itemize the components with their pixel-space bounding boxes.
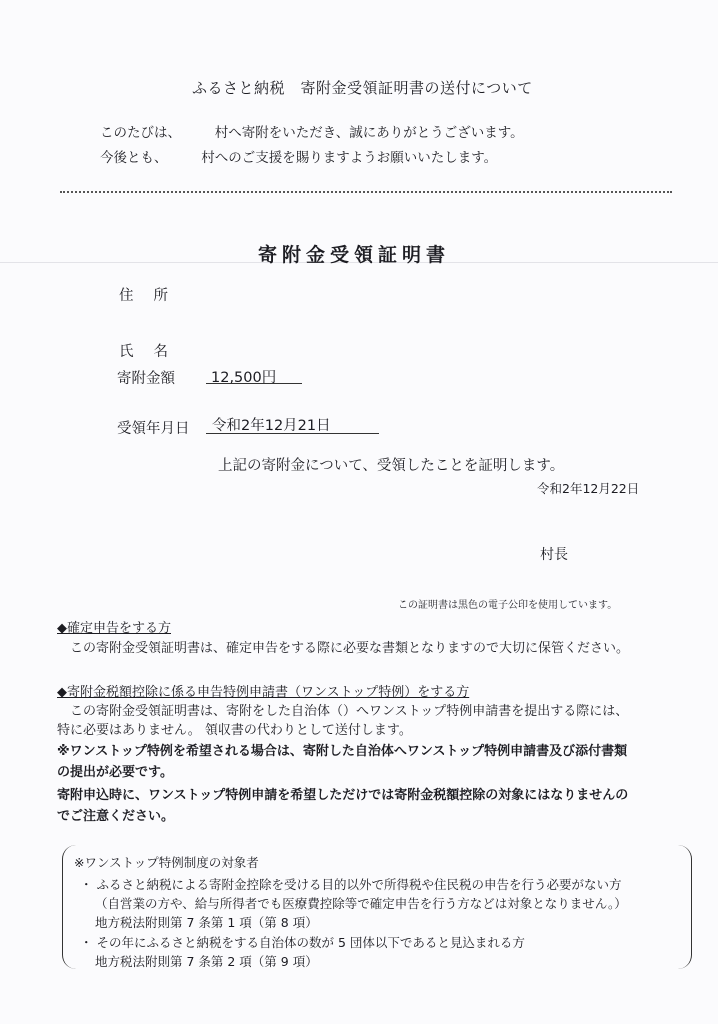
name-label: 氏名 <box>119 344 188 360</box>
certify-statement: 上記の寄附金について、受領したことを証明します。 <box>218 458 565 474</box>
warning-line3: 寄附申込時に、ワンストップ特例申請を希望しただけでは寄附金税額控除の対象にはなりませんの <box>57 788 629 803</box>
dotted-separator <box>60 191 672 193</box>
date-underline <box>206 433 379 434</box>
eligibility-bullet1: ・ ふるさと納税による寄附金控除を受ける目的以外で所得税や住民税の申告を行う必要がない方 <box>80 877 622 892</box>
greeting-line-2: 今後とも、 村へのご支援を賜りますようお願いいたします。 <box>100 150 498 166</box>
section2-body-line1: この寄附金受領証明書は、寄附をした自治体（）へワンストップ特例申請書を提出する際には、 <box>70 704 629 719</box>
warning-line1: ※ワンストップ特例を希望される場合は、寄附した自治体へワンストップ特例申請書及び添付書類 <box>57 744 628 759</box>
date-value: 令和2年12月21日 <box>212 418 331 434</box>
issue-date: 令和2年12月22日 <box>537 481 640 496</box>
seal-note: この証明書は黒色の電子公印を使用しています。 <box>398 600 618 611</box>
eligibility-bullet1-note: （自営業の方や、給与所得者でも医療費控除等で確定申告を行う方などは対象となりません。） <box>95 896 627 911</box>
certificate-title: 寄附金受領証明書 <box>258 244 451 266</box>
eligibility-bullet2-law: 地方税法附則第 7 条第 2 項（第 9 項） <box>95 954 318 969</box>
eligibility-bullet2: ・ その年にふるさと納税をする自治体の数が 5 団体以下であると見込まれる方 <box>80 935 525 950</box>
amount-value: 12,500円 <box>211 370 277 386</box>
header-title: ふるさと納税 寄附金受領証明書の送付について <box>192 79 533 97</box>
eligibility-title: ※ワンストップ特例制度の対象者 <box>74 855 259 870</box>
warning-line2: の提出が必要です。 <box>57 765 173 780</box>
warning-line4: でご注意ください。 <box>57 809 175 824</box>
mayor-signature: 村長 <box>540 547 568 563</box>
section2-heading: ◆寄附金税額控除に係る申告特例申請書（ワンストップ特例）をする方 <box>57 685 470 700</box>
amount-underline <box>206 383 302 384</box>
address-label: 住所 <box>119 288 188 304</box>
greeting-line-1: このたびは、 村へ寄附をいただき、誠にありがとうございます。 <box>100 125 524 141</box>
section1-heading: ◆確定申告をする方 <box>57 621 171 636</box>
section2-body-line2: 特に必要はありません。 領収書の代わりとして送付します。 <box>57 723 412 738</box>
section1-body: この寄附金受領証明書は、確定申告をする際に必要な書類となりますので大切に保管ください。 <box>70 641 630 656</box>
date-label: 受領年月日 <box>117 421 190 437</box>
amount-label: 寄附金額 <box>117 371 175 387</box>
eligibility-bullet1-law: 地方税法附則第 7 条第 1 項（第 8 項） <box>95 915 318 930</box>
